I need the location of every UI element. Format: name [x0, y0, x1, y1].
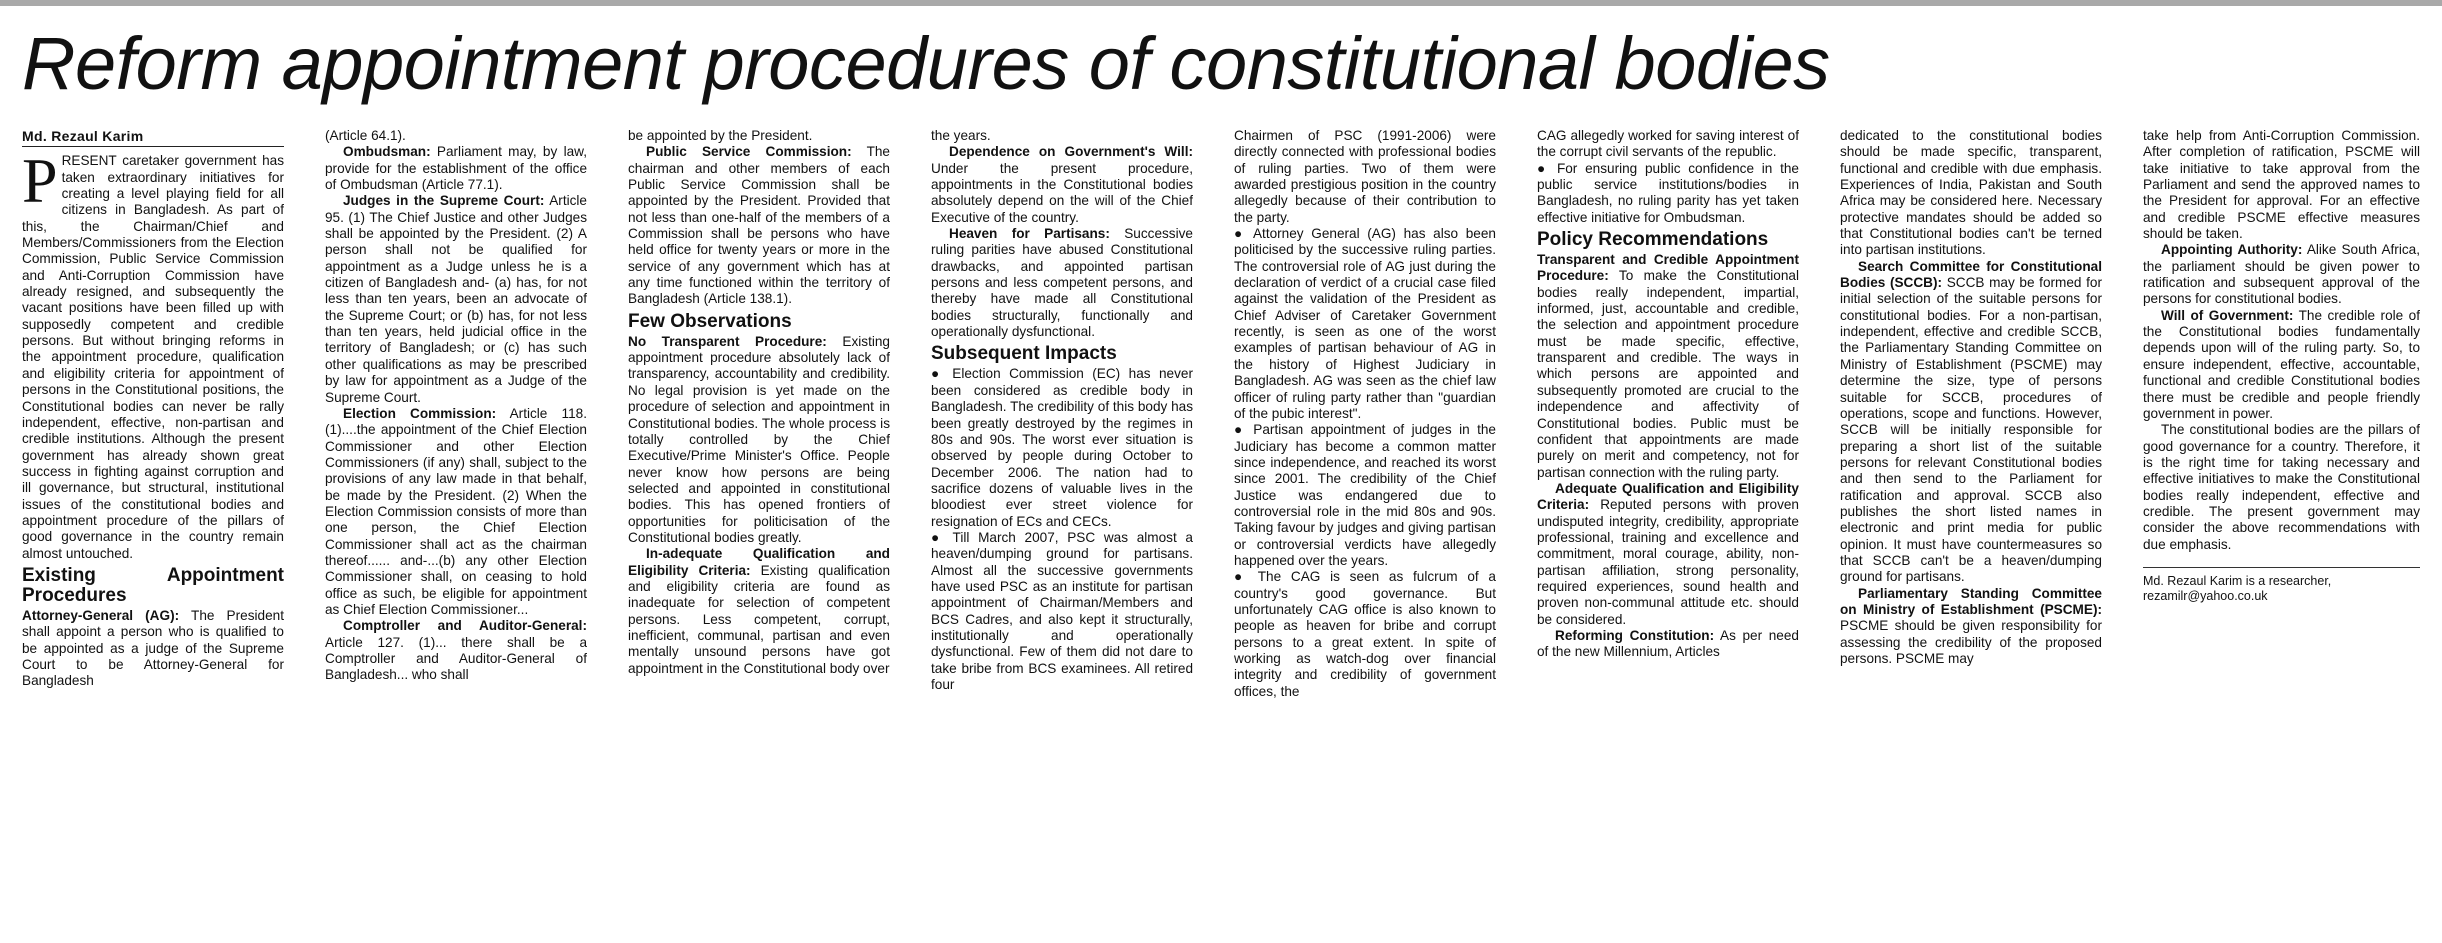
paragraph-heaven: Heaven for Partisans: Successive ruling parities have abused Constitutional drawbacks, and appointed partisan persons and less competent persons, and thereby have made all Constitutional bodies structurally, functionally and operationally dysfunctional.: [931, 226, 1193, 340]
author-email: rezamilr@yahoo.co.uk: [2143, 588, 2268, 603]
author-credit: [2143, 567, 2420, 604]
column-5: [1234, 128, 1496, 940]
drop-cap: P: [22, 145, 58, 217]
paragraph-pscme: Parliamentary Standing Committee on Ministry of Establishment (PSCME): PSCME should be given responsibility for assessing the credibility of the proposed persons. PSCME may: [1840, 585, 2102, 666]
section-heading-recommendations: Policy Recommendations: [1537, 229, 1769, 251]
paragraph-appointing-authority: Appointing Authority: Alike South Africa, the parliament should be given power to ratification and subsequent approval of the persons for constitutional bodies.: [2143, 242, 2420, 307]
paragraph-ombudsman: Ombudsman: Parliament may, by law, provide for the establishment of the office of Ombudsman (Article 77.1).: [325, 144, 587, 193]
paragraph: Chairmen of PSC (1991-2006) were directly connected with professional bodies of ruling parties. Two of them were awarded prestigious position in the country allegedly because of their contribution to the party.: [1234, 128, 1496, 225]
paragraph-transparent-credible: Transparent and Credible Appointment Procedure: To make the Constitutional bodies really independent, impartial, informed, just, accountable and credible, the selection and appointment procedure must be made specific, effective, transparent and credible. The ways in which persons are appointed and subsequently promoted are crucial to the independence and affectivity of Constitutional bodies. Public must be confident that appointments are made purely on merit and competency, not for partisan connection with the ruling party.: [1537, 252, 1799, 480]
bullet-paragraph: ● Partisan appointment of judges in the Judiciary has become a common matter since independence, and reached its worst since 2001. The credibility of the Chief Justice was endangered due to controversial role in the mid 80s and 90s. Taking favour by judges and giving partisan or controversial verdicts have allegedly happened over the years.: [1234, 422, 1496, 568]
paragraph: dedicated to the constitutional bodies should be made specific, transparent, functional and credible with due emphasis. Experiences of India, Pakistan and South Africa may be considered here. Necessary protective mandates should be added so that Constitutional bodies can't be terned into partisan institutions.: [1840, 128, 2102, 258]
column-8: [2143, 128, 2420, 940]
top-rule: [0, 0, 2442, 6]
column-2: [325, 128, 587, 940]
paragraph-ag: Attorney-General (AG): The President shall appoint a person who is qualified to be appointed as a judge of the Supreme Court to be Attorney-General for Bangladesh: [22, 607, 284, 689]
paragraph-dependence: Dependence on Government's Will: Under the present procedure, appointments in the Constitutional bodies absolutely depend on the will of the Chief Executive of the country.: [931, 144, 1193, 225]
bullet-paragraph: ● Election Commission (EC) has never been considered as credible body in Bangladesh. The credibility of this body has been greatly destroyed by the regimes in 80s and 90s. The worst ever situation is observed by people during October to December 2006. The nation had to sacrifice dozens of valuable lives in the bloodiest ever street violence for resignation of ECs and CECs.: [931, 366, 1193, 529]
paragraph-reforming: Reforming Constitution: As per need of the new Millennium, Articles: [1537, 627, 1799, 660]
section-heading-impacts: Subsequent Impacts: [931, 343, 1117, 365]
paragraph-judges: Judges in the Supreme Court: Article 95. (1) The Chief Justice and other Judges shall be appointed by the President. (2) A person shall not be qualified for appointment as a Judge unless he is a citizen of Bangladesh and- (a) has, for not less than ten years, been an advocate of the Supreme Court; or (b) has, for not less than ten years, held judicial office in the territory of Bangladesh; or (c) has such other qualifications as may be prescribed by law for appointment as a Judge of the Supreme Court.: [325, 193, 587, 405]
column-1: [22, 128, 284, 940]
paragraph-search-committee: Search Committee for Constitutional Bodies (SCCB): SCCB may be formed for initial selection of the suitable persons for constitutional bodies. For a non-partisan, independent, effective and credible SCCB, the Parliamentary Standing Committee on Ministry of Establishment (PSCME) may determine the size, type of persons suitable for SCCB, procedures of operations, scope and functions. However, SCCB will be initially responsible for preparing a short list of the suitable persons for relevant Constitutional bodies and then send to the Parliament for ratification and approval. SCCB also publishes the short listed names in electronic and print media for public opinion. It must have countermeasures so that SCCB can't be a heaven/dumping ground for partisans.: [1840, 258, 2102, 585]
paragraph: take help from Anti-Corruption Commission. After completion of ratification, PSCME will take initiative to take approval from the Parliament and send the approved names to the President for approval. For an effective and credible PSCME effective measures should be taken.: [2143, 128, 2420, 242]
paragraph-inadequate: In-adequate Qualification and Eligibility Criteria: Existing qualification and eligibility criteria are found as inadequate for selection of competent persons. Less competent, corrupt, inefficient, communal, partisan and even mentally unsound persons have got appointment in the Constitutional body over: [628, 546, 890, 676]
bullet-paragraph: ● The CAG is seen as fulcrum of a country's good governance. But unfortunately CAG office is also known to people as heaven for bribe and corrupt persons to a great extent. In spite of working as watch-dog over financial integrity and credibility of government offices, the: [1234, 569, 1496, 699]
paragraph: CAG allegedly worked for saving interest of the corrupt civil servants of the republic.: [1537, 128, 1799, 160]
paragraph: (Article 64.1).: [325, 128, 406, 143]
section-heading-observations: Few Observations: [628, 310, 792, 332]
author-credit-text: Md. Rezaul Karim is a researcher,: [2143, 573, 2332, 588]
bullet-paragraph: ● Till March 2007, PSC was almost a heaven/dumping ground for partisans. Almost all the successive governments have used PSC as an institute for partisan appointment of Chairman/Members and BCS Cadres, and also kept it structurally, institutionally and operationally dysfunctional. Few of them did not dare to take bribe from BCS examinees. All retired four: [931, 529, 1193, 692]
paragraph: be appointed by the President.: [628, 128, 813, 143]
column-6: [1537, 128, 1799, 940]
paragraph: the years.: [931, 128, 991, 143]
paragraph-no-transparent: No Transparent Procedure: Existing appointment procedure absolutely lack of transparency, accountability and credibility. No legal provision is yet made on the procedure of selection and appointment in Constitutional bodies. The whole process is totally controlled by the Chief Executive/Prime Minister's Office. People never know how persons are being selected and appointed in constitutional bodies. This has opened frontiers of opportunities for politicisation of the Constitutional bodies greatly.: [628, 333, 890, 545]
intro-paragraph: PRESENT caretaker government has taken extraordinary initiatives for creating a level playing field for all citizens in Bangladesh. As part of this, the Chairman/Chief and Members/Commissioners from the Election Commission, Public Service Commission and Anti-Corruption Commission have already resigned, and subsequently the vacant positions have been filled up with supposedly competent and credible persons. But without bringing reforms in the appointment procedure, qualification and eligibility criteria for appointment of persons in the Constitutional positions, the Constitutional bodies can never be rally independent, effective, non-partisan and credible institutions. Although the present government has already shown great success in fighting against corruption and ill governance, but structural, institutional issues of the constitutional bodies and appointment procedure of the pillars of good governance in the country remain almost untouched.: [22, 145, 284, 561]
headline: Reform appointment procedures of constitutional bodies: [22, 22, 1830, 105]
paragraph-cag: Comptroller and Auditor-General: Article 127. (1)... there shall be a Comptroller and Auditor-General of Bangladesh... who shall: [325, 618, 587, 683]
paragraph-conclusion: The constitutional bodies are the pillars of good governance for a country. Therefore, it is the right time for taking necessary and effective initiatives to make the Constitutional bodies really independent, effective and credible. The present government may consider the above recommendations with due emphasis.: [2143, 422, 2420, 552]
column-4: [931, 128, 1193, 940]
column-7: [1840, 128, 2102, 940]
paragraph-will-of-government: Will of Government: The credible role of the Constitutional bodies fundamentally depends upon will of the ruling party. So, to ensure independent, effective, accountable, functional and credible Constitutional bodies there must be credible and people friendly government in power.: [2143, 307, 2420, 421]
paragraph-adequate: Adequate Qualification and Eligibility Criteria: Reputed persons with proven undisputed integrity, credibility, appropriate professional, training and excellence and commitment, moral courage, ability, non-partisan affiliation, strong personality, required experiences, sound health and proven non-communal attitude etc. should be considered.: [1537, 480, 1799, 627]
byline: Md. Rezaul Karim: [22, 128, 284, 147]
paragraph-election-commission: Election Commission: Article 118. (1)....the appointment of the Chief Election Commissioner and other Election Commissioners (if any) shall, subject to the provisions of any law made in that behalf, be made by the President. (2) When the Election Commission consists of more than one person, the Chief Election Commissioner shall act as the chairman thereof...... and-...(b) any other Election Commissioner shall, on ceasing to hold office as such, be eligible for appointment as Chief Election Commissioner...: [325, 405, 587, 617]
paragraph-psc: Public Service Commission: The chairman and other members of each Public Service Commission shall be appointed by the President. Provided that not less than one-half of the members of a Commission shall be persons who have held office for twenty years or more in the service of any government which has at any time functioned within the territory of Bangladesh (Article 138.1).: [628, 144, 890, 307]
section-heading-existing: Existing Appointment Procedures: [22, 564, 284, 606]
bullet-paragraph: ● For ensuring public confidence in the public service institutions/bodies in Bangladesh, no ruling parity has yet taken effective initiative for Ombudsman.: [1537, 160, 1799, 225]
column-3: [628, 128, 890, 940]
bullet-paragraph: ● Attorney General (AG) has also been politicised by the successive ruling parties. The controversial role of AG just during the declaration of verdict of a crucial case filed against the validation of the President as Chief Adviser of Caretaker Government recently, is seen as one of the worst examples of partisan behaviour of AG in the history of Highest Judiciary in Bangladesh. AG was seen as the chief law officer of ruling party rather than "guardian of the pubic interest".: [1234, 226, 1496, 421]
